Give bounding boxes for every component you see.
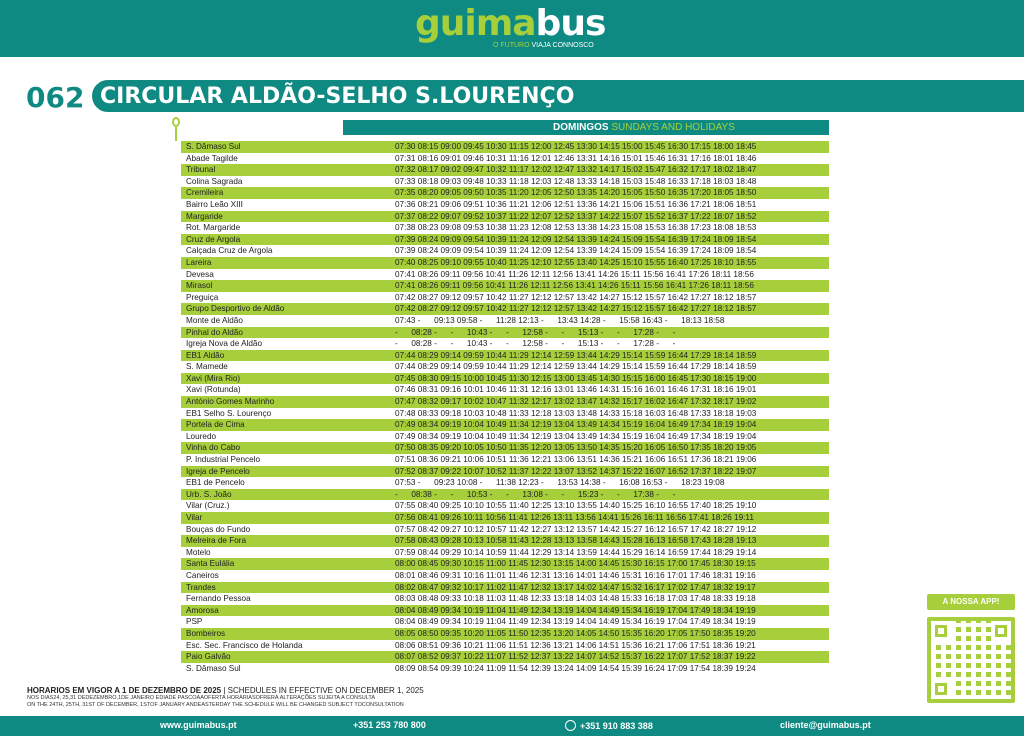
table-row bbox=[181, 384, 829, 396]
table-row bbox=[181, 164, 829, 176]
note-line-en: ON THE 24TH, 25TH, 31ST OF DECEMBER, 1STOF JANUARY ANDEASTERDAY THE SCHEDULE WILL BE CHANGED SUBJECT TOCONSULTATION bbox=[27, 702, 404, 708]
table-row bbox=[181, 524, 829, 536]
stop-times: 08:07 08:52 09:37 10:22 11:07 11:52 12:37 13:22 14:07 14:52 15:37 16:22 17:07 17:52 18:37 19:22 bbox=[395, 652, 756, 662]
table-row bbox=[181, 350, 829, 362]
table-row bbox=[181, 466, 829, 478]
stop-name: Xavi (Rotunda) bbox=[186, 385, 241, 395]
table-row bbox=[181, 547, 829, 559]
stop-name: Grupo Desportivo de Aldão bbox=[186, 304, 285, 314]
stop-name: Mirasol bbox=[186, 281, 213, 291]
stop-times: 07:50 08:35 09:20 10:05 10:50 11:35 12:20 13:05 13:50 14:35 15:20 16:05 16:50 17:35 18:20 19:05 bbox=[395, 443, 757, 453]
stop-times: - 08:28 - - 10:43 - - 12:58 - - 15:13 - - 17:28 - - bbox=[395, 339, 676, 349]
stop-name: EB1 Selho S. Lourenço bbox=[186, 408, 272, 418]
stop-times: 07:42 08:27 09:12 09:57 10:42 11:27 12:12 12:57 13:42 14:27 15:12 15:57 16:42 17:27 18:12 18:57 bbox=[395, 292, 757, 302]
stop-name: S. Dâmaso Sul bbox=[186, 663, 241, 673]
stop-name: Vilar bbox=[186, 513, 203, 522]
table-row bbox=[181, 176, 829, 188]
table-row bbox=[181, 489, 829, 501]
stop-name: S. Mamede bbox=[186, 362, 228, 372]
stop-name: Preguiça bbox=[186, 292, 219, 302]
stop-times: 07:44 08:29 09:14 09:59 10:44 11:29 12:14 12:59 13:44 14:29 15:14 15:59 16:44 17:29 18:14 18:59 bbox=[395, 350, 757, 360]
table-row bbox=[181, 211, 829, 223]
stop-name: Abade Tagilde bbox=[186, 153, 238, 163]
day-label-en: SUNDAYS AND HOLIDAYS bbox=[611, 122, 735, 133]
stop-times: 07:57 08:42 09:27 10:12 10:57 11:42 12:27 13:12 13:57 14:42 15:27 16:12 16:57 17:42 18:27 19:12 bbox=[395, 524, 757, 534]
stop-times: - 08:28 - - 10:43 - - 12:58 - - 15:13 - - 17:28 - - bbox=[395, 327, 676, 337]
table-row bbox=[181, 605, 829, 617]
stop-name: Igreja Nova de Aldão bbox=[186, 339, 263, 349]
table-row bbox=[181, 327, 829, 339]
stop-name: Louredo bbox=[186, 431, 217, 441]
stop-times: 07:44 08:29 09:14 09:59 10:44 11:29 12:14 12:59 13:44 14:29 15:14 15:59 16:44 17:29 18:14 18:59 bbox=[395, 362, 757, 372]
stop-times: 07:45 08:30 09:15 10:00 10:45 11:30 12:15 13:00 13:45 14:30 15:15 16:00 16:45 17:30 18:15 19:00 bbox=[395, 373, 757, 383]
route-line bbox=[175, 127, 177, 141]
stop-times: 07:53 - 09:23 10:08 - 11:38 12:23 - 13:53 14:38 - 16:08 16:53 - 18:23 19:08 bbox=[395, 478, 725, 488]
effective-date-en: | SCHEDULES IN EFFECTIVE ON DECEMBER 1, 2025 bbox=[223, 686, 424, 695]
table-row bbox=[181, 651, 829, 663]
stop-name: Santa Eulália bbox=[186, 559, 235, 569]
route-number: 062 bbox=[26, 81, 85, 114]
timetable bbox=[181, 141, 829, 674]
table-row bbox=[181, 477, 829, 489]
stop-name: Tribunal bbox=[186, 165, 216, 175]
stop-times: 07:55 08:40 09:25 10:10 10:55 11:40 12:25 13:10 13:55 14:40 15:25 16:10 16:55 17:40 18:25 19:10 bbox=[395, 501, 757, 511]
table-row bbox=[181, 315, 829, 327]
table-row bbox=[181, 663, 829, 675]
table-row bbox=[181, 442, 829, 454]
table-row bbox=[181, 570, 829, 582]
table-row bbox=[181, 431, 829, 443]
guimabus-logo[interactable] bbox=[415, 4, 605, 54]
stop-name: P. Industrial Pencelo bbox=[186, 455, 261, 465]
footer-bar bbox=[0, 716, 1024, 736]
stop-times: 07:40 08:25 09:10 09:55 10:40 11:25 12:10 12:55 13:40 14:25 15:10 15:55 16:40 17:25 18:10 18:55 bbox=[395, 257, 757, 267]
table-row bbox=[181, 338, 829, 350]
logo-tagline: O FUTURO VIAJA CONNOSCO bbox=[493, 42, 594, 49]
stop-times: 07:32 08:17 09:02 09:47 10:32 11:17 12:02 12:47 13:32 14:17 15:02 15:47 16:32 17:17 18:02 18:47 bbox=[395, 165, 757, 175]
day-label: DOMINGOS bbox=[553, 122, 609, 133]
table-row bbox=[181, 199, 829, 211]
stop-times: 08:02 08:47 09:32 10:17 11:02 11:47 12:32 13:17 14:02 14:47 15:32 16:17 17:02 17:47 18:32 19:17 bbox=[395, 582, 756, 592]
stop-name: EB1 de Pencelo bbox=[186, 478, 245, 488]
stop-times: 07:56 08:41 09:26 10:11 10:56 11:41 12:26 13:11 13:56 14:41 15:26 16:11 16:56 17:41 18:26 19:11 bbox=[395, 513, 754, 522]
stop-name: Lareira bbox=[186, 257, 212, 267]
table-row bbox=[181, 269, 829, 281]
table-row bbox=[181, 303, 829, 315]
stop-times: 07:31 08:16 09:01 09:46 10:31 11:16 12:01 12:46 13:31 14:16 15:01 15:46 16:31 17:16 18:01 18:46 bbox=[395, 153, 757, 163]
stop-times: 08:03 08:48 09:33 10:18 11:03 11:48 12:33 13:18 14:03 14:48 15:33 16:18 17:03 17:48 18:33 19:18 bbox=[395, 594, 756, 604]
table-row bbox=[181, 141, 829, 153]
stop-times: 07:41 08:26 09:11 09:56 10:41 11:26 12:11 12:56 13:41 14:26 15:11 15:56 16:41 17:26 18:11 18:56 bbox=[395, 281, 754, 291]
stop-times: - 08:38 - - 10:53 - - 13:08 - - 15:23 - - 17:38 - - bbox=[395, 489, 676, 499]
stop-times: 08:04 08:49 09:34 10:19 11:04 11:49 12:34 13:19 14:04 14:49 15:34 16:19 17:04 17:49 18:34 19:19 bbox=[395, 617, 756, 627]
route-name: CIRCULAR ALDÃO-SELHO S.LOURENÇO bbox=[100, 84, 575, 109]
table-row bbox=[181, 628, 829, 640]
app-qr-code[interactable] bbox=[927, 617, 1015, 703]
logo-text-bus: bus bbox=[535, 3, 606, 44]
stop-times: 07:49 08:34 09:19 10:04 10:49 11:34 12:19 13:04 13:49 14:34 15:19 16:04 16:49 17:34 18:19 19:04 bbox=[395, 420, 757, 430]
table-row bbox=[181, 153, 829, 165]
app-badge[interactable]: A NOSSA APP! bbox=[927, 594, 1015, 610]
stop-name: Caneiros bbox=[186, 570, 219, 580]
stop-times: 08:09 08:54 09:39 10:24 11:09 11:54 12:39 13:24 14:09 14:54 15:39 16:24 17:09 17:54 18:39 19:24 bbox=[395, 663, 756, 673]
table-row bbox=[181, 234, 829, 246]
stop-name: Urb. S. João bbox=[186, 489, 232, 499]
schedule-day-header bbox=[343, 120, 829, 135]
stop-name: Colina Sagrada bbox=[186, 176, 243, 186]
stop-name: Melreira de Fora bbox=[186, 536, 247, 546]
stop-name: Monte de Aldão bbox=[186, 315, 243, 325]
stop-name: Vinha do Cabo bbox=[186, 443, 241, 453]
stop-name: Esc. Sec. Francisco de Holanda bbox=[186, 640, 303, 650]
stop-times: 07:49 08:34 09:19 10:04 10:49 11:34 12:19 13:04 13:49 14:34 15:19 16:04 16:49 17:34 18:19 19:04 bbox=[395, 431, 757, 441]
table-row bbox=[181, 616, 829, 628]
stop-name: Amorosa bbox=[186, 605, 219, 615]
stop-times: 08:06 08:51 09:36 10:21 11:06 11:51 12:36 13:21 14:06 14:51 15:36 16:21 17:06 17:51 18:36 19:21 bbox=[395, 640, 756, 650]
stop-times: 07:35 08:20 09:05 09:50 10:35 11:20 12:05 12:50 13:35 14:20 15:05 15:50 16:35 17:20 18:05 18:50 bbox=[395, 188, 757, 198]
stop-times: 08:01 08:46 09:31 10:16 11:01 11:46 12:31 13:16 14:01 14:46 15:31 16:16 17:01 17:46 18:31 19:16 bbox=[395, 570, 756, 580]
logo-text-guima: guima bbox=[415, 3, 536, 44]
table-row bbox=[181, 558, 829, 570]
stop-name: Trandes bbox=[186, 582, 216, 592]
stop-times: 08:04 08:49 09:34 10:19 11:04 11:49 12:34 13:19 14:04 14:49 15:34 16:19 17:04 17:49 18:34 19:19 bbox=[395, 605, 756, 615]
stop-times: 07:37 08:22 09:07 09:52 10:37 11:22 12:07 12:52 13:37 14:22 15:07 15:52 16:37 17:22 18:07 18:52 bbox=[395, 211, 757, 221]
stop-times: 07:39 08:24 09:09 09:54 10:39 11:24 12:09 12:54 13:39 14:24 15:09 15:54 16:39 17:24 18:09 18:54 bbox=[395, 234, 757, 244]
table-row bbox=[181, 535, 829, 547]
header-bar bbox=[0, 0, 1024, 57]
whatsapp-link[interactable]: +351 910 883 388 bbox=[565, 720, 653, 731]
table-row bbox=[181, 245, 829, 257]
stop-times: 07:51 08:36 09:21 10:06 10:51 11:36 12:21 13:06 13:51 14:36 15:21 16:06 16:51 17:36 18:21 19:06 bbox=[395, 455, 757, 465]
stop-name: Devesa bbox=[186, 269, 214, 279]
stop-times: 07:58 08:43 09:28 10:13 10:58 11:43 12:28 13:13 13:58 14:43 15:28 16:13 16:58 17:43 18:28 19:13 bbox=[395, 536, 757, 546]
qr-code-icon bbox=[931, 621, 1011, 699]
stop-times: 07:38 08:23 09:08 09:53 10:38 11:23 12:08 12:53 13:38 14:23 15:08 15:53 16:38 17:23 18:08 18:53 bbox=[395, 223, 757, 233]
stop-name: Portela de Cima bbox=[186, 420, 245, 430]
stop-name: Pinhal do Aldão bbox=[186, 327, 243, 337]
stop-times: 07:59 08:44 09:29 10:14 10:59 11:44 12:29 13:14 13:59 14:44 15:29 16:14 16:59 17:44 18:29 19:14 bbox=[395, 547, 757, 557]
table-row bbox=[181, 454, 829, 466]
website-link[interactable]: www.guimabus.pt bbox=[160, 720, 237, 730]
stop-times: 07:46 08:31 09:16 10:01 10:46 11:31 12:16 13:01 13:46 14:31 15:16 16:01 16:46 17:31 18:16 19:01 bbox=[395, 385, 757, 395]
table-row bbox=[181, 593, 829, 605]
stop-name: Rot. Margaride bbox=[186, 223, 241, 233]
stop-times: 07:48 08:33 09:18 10:03 10:48 11:33 12:18 13:03 13:48 14:33 15:18 16:03 16:48 17:33 18:18 19:03 bbox=[395, 408, 757, 418]
stop-times: 07:41 08:26 09:11 09:56 10:41 11:26 12:11 12:56 13:41 14:26 15:11 15:56 16:41 17:26 18:11 18:56 bbox=[395, 269, 754, 279]
stop-times: 07:30 08:15 09:00 09:45 10:30 11:15 12:00 12:45 13:30 14:15 15:00 15:45 16:30 17:15 18:00 18:45 bbox=[395, 142, 757, 151]
table-row bbox=[181, 396, 829, 408]
stop-name: Vilar (Cruz.) bbox=[186, 501, 230, 511]
table-row bbox=[181, 187, 829, 199]
table-row bbox=[181, 222, 829, 234]
stop-times: 07:47 08:32 09:17 10:02 10:47 11:32 12:17 13:02 13:47 14:32 15:17 16:02 16:47 17:32 18:17 19:02 bbox=[395, 397, 757, 407]
stop-times: 07:36 08:21 09:06 09:51 10:36 11:21 12:06 12:51 13:36 14:21 15:06 15:51 16:36 17:21 18:06 18:51 bbox=[395, 199, 757, 209]
table-row bbox=[181, 408, 829, 420]
table-row bbox=[181, 582, 829, 594]
stop-times: 07:43 - 09:13 09:58 - 11:28 12:13 - 13:43 14:28 - 15:58 16:43 - 18:13 18:58 bbox=[395, 315, 725, 325]
stop-name: Margaride bbox=[186, 211, 223, 221]
stop-times: 08:05 08:50 09:35 10:20 11:05 11:50 12:35 13:20 14:05 14:50 15:35 16:20 17:05 17:50 18:35 19:20 bbox=[395, 628, 756, 638]
table-row bbox=[181, 419, 829, 431]
stop-name: Cremileira bbox=[186, 188, 224, 198]
stop-name: Paio Galvão bbox=[186, 652, 231, 662]
stop-times: 07:33 08:18 09:03 09:48 10:33 11:18 12:03 12:48 13:33 14:18 15:03 15:48 16:33 17:18 18:03 18:48 bbox=[395, 176, 757, 186]
stop-name: António Gomes Marinho bbox=[186, 397, 275, 407]
stop-name: EB1 Aldão bbox=[186, 350, 225, 360]
stop-name: Igreja de Pencelo bbox=[186, 466, 250, 476]
effective-date-pt: HORARIOS EM VIGOR A 1 DE DEZEMBRO DE 2025 bbox=[27, 686, 222, 695]
table-row bbox=[181, 257, 829, 269]
table-row bbox=[181, 512, 829, 524]
stop-name: S. Dâmaso Sul bbox=[186, 142, 241, 151]
schedule-notes bbox=[27, 686, 727, 709]
table-row bbox=[181, 640, 829, 652]
phone-link[interactable]: +351 253 780 800 bbox=[353, 720, 426, 730]
stop-times: 07:39 08:24 09:09 09:54 10:39 11:24 12:09 12:54 13:39 14:24 15:09 15:54 16:39 17:24 18:09 18:54 bbox=[395, 246, 757, 256]
stop-times: 07:52 08:37 09:22 10:07 10:52 11:37 12:22 13:07 13:52 14:37 15:22 16:07 16:52 17:37 18:22 19:07 bbox=[395, 466, 757, 476]
table-row bbox=[181, 361, 829, 373]
table-row bbox=[181, 373, 829, 385]
stop-name: Calçada Cruz de Argola bbox=[186, 246, 273, 256]
stop-name: Motelo bbox=[186, 547, 211, 557]
stop-name: PSP bbox=[186, 617, 203, 627]
stop-name: Bombeiros bbox=[186, 628, 226, 638]
whatsapp-icon bbox=[565, 720, 576, 731]
route-start-marker-icon bbox=[172, 117, 180, 127]
table-row bbox=[181, 500, 829, 512]
table-row bbox=[181, 280, 829, 292]
stop-name: Bouças do Fundo bbox=[186, 524, 251, 534]
table-row bbox=[181, 292, 829, 304]
note-line-pt: NOS DIAS24, 25,31 DEDEZEMBRO,1DE JANEIRO EDIADE PASCOAAOFERTA HORÁRIASOFRERÁ ALTERAÇÕES SUJEITA A CONSULTA bbox=[27, 695, 376, 701]
stop-name: Fernando Pessoa bbox=[186, 594, 251, 604]
stop-times: 07:42 08:27 09:12 09:57 10:42 11:27 12:12 12:57 13:42 14:27 15:12 15:57 16:42 17:27 18:12 18:57 bbox=[395, 304, 757, 314]
email-link[interactable]: cliente@guimabus.pt bbox=[780, 720, 871, 730]
stop-name: Cruz de Argola bbox=[186, 234, 241, 244]
stop-times: 08:00 08:45 09:30 10:15 11:00 11:45 12:30 13:15 14:00 14:45 15:30 16:15 17:00 17:45 18:30 19:15 bbox=[395, 559, 756, 569]
stop-name: Bairro Leão XIII bbox=[186, 199, 243, 209]
stop-name: Xavi (Mira Rio) bbox=[186, 373, 241, 383]
